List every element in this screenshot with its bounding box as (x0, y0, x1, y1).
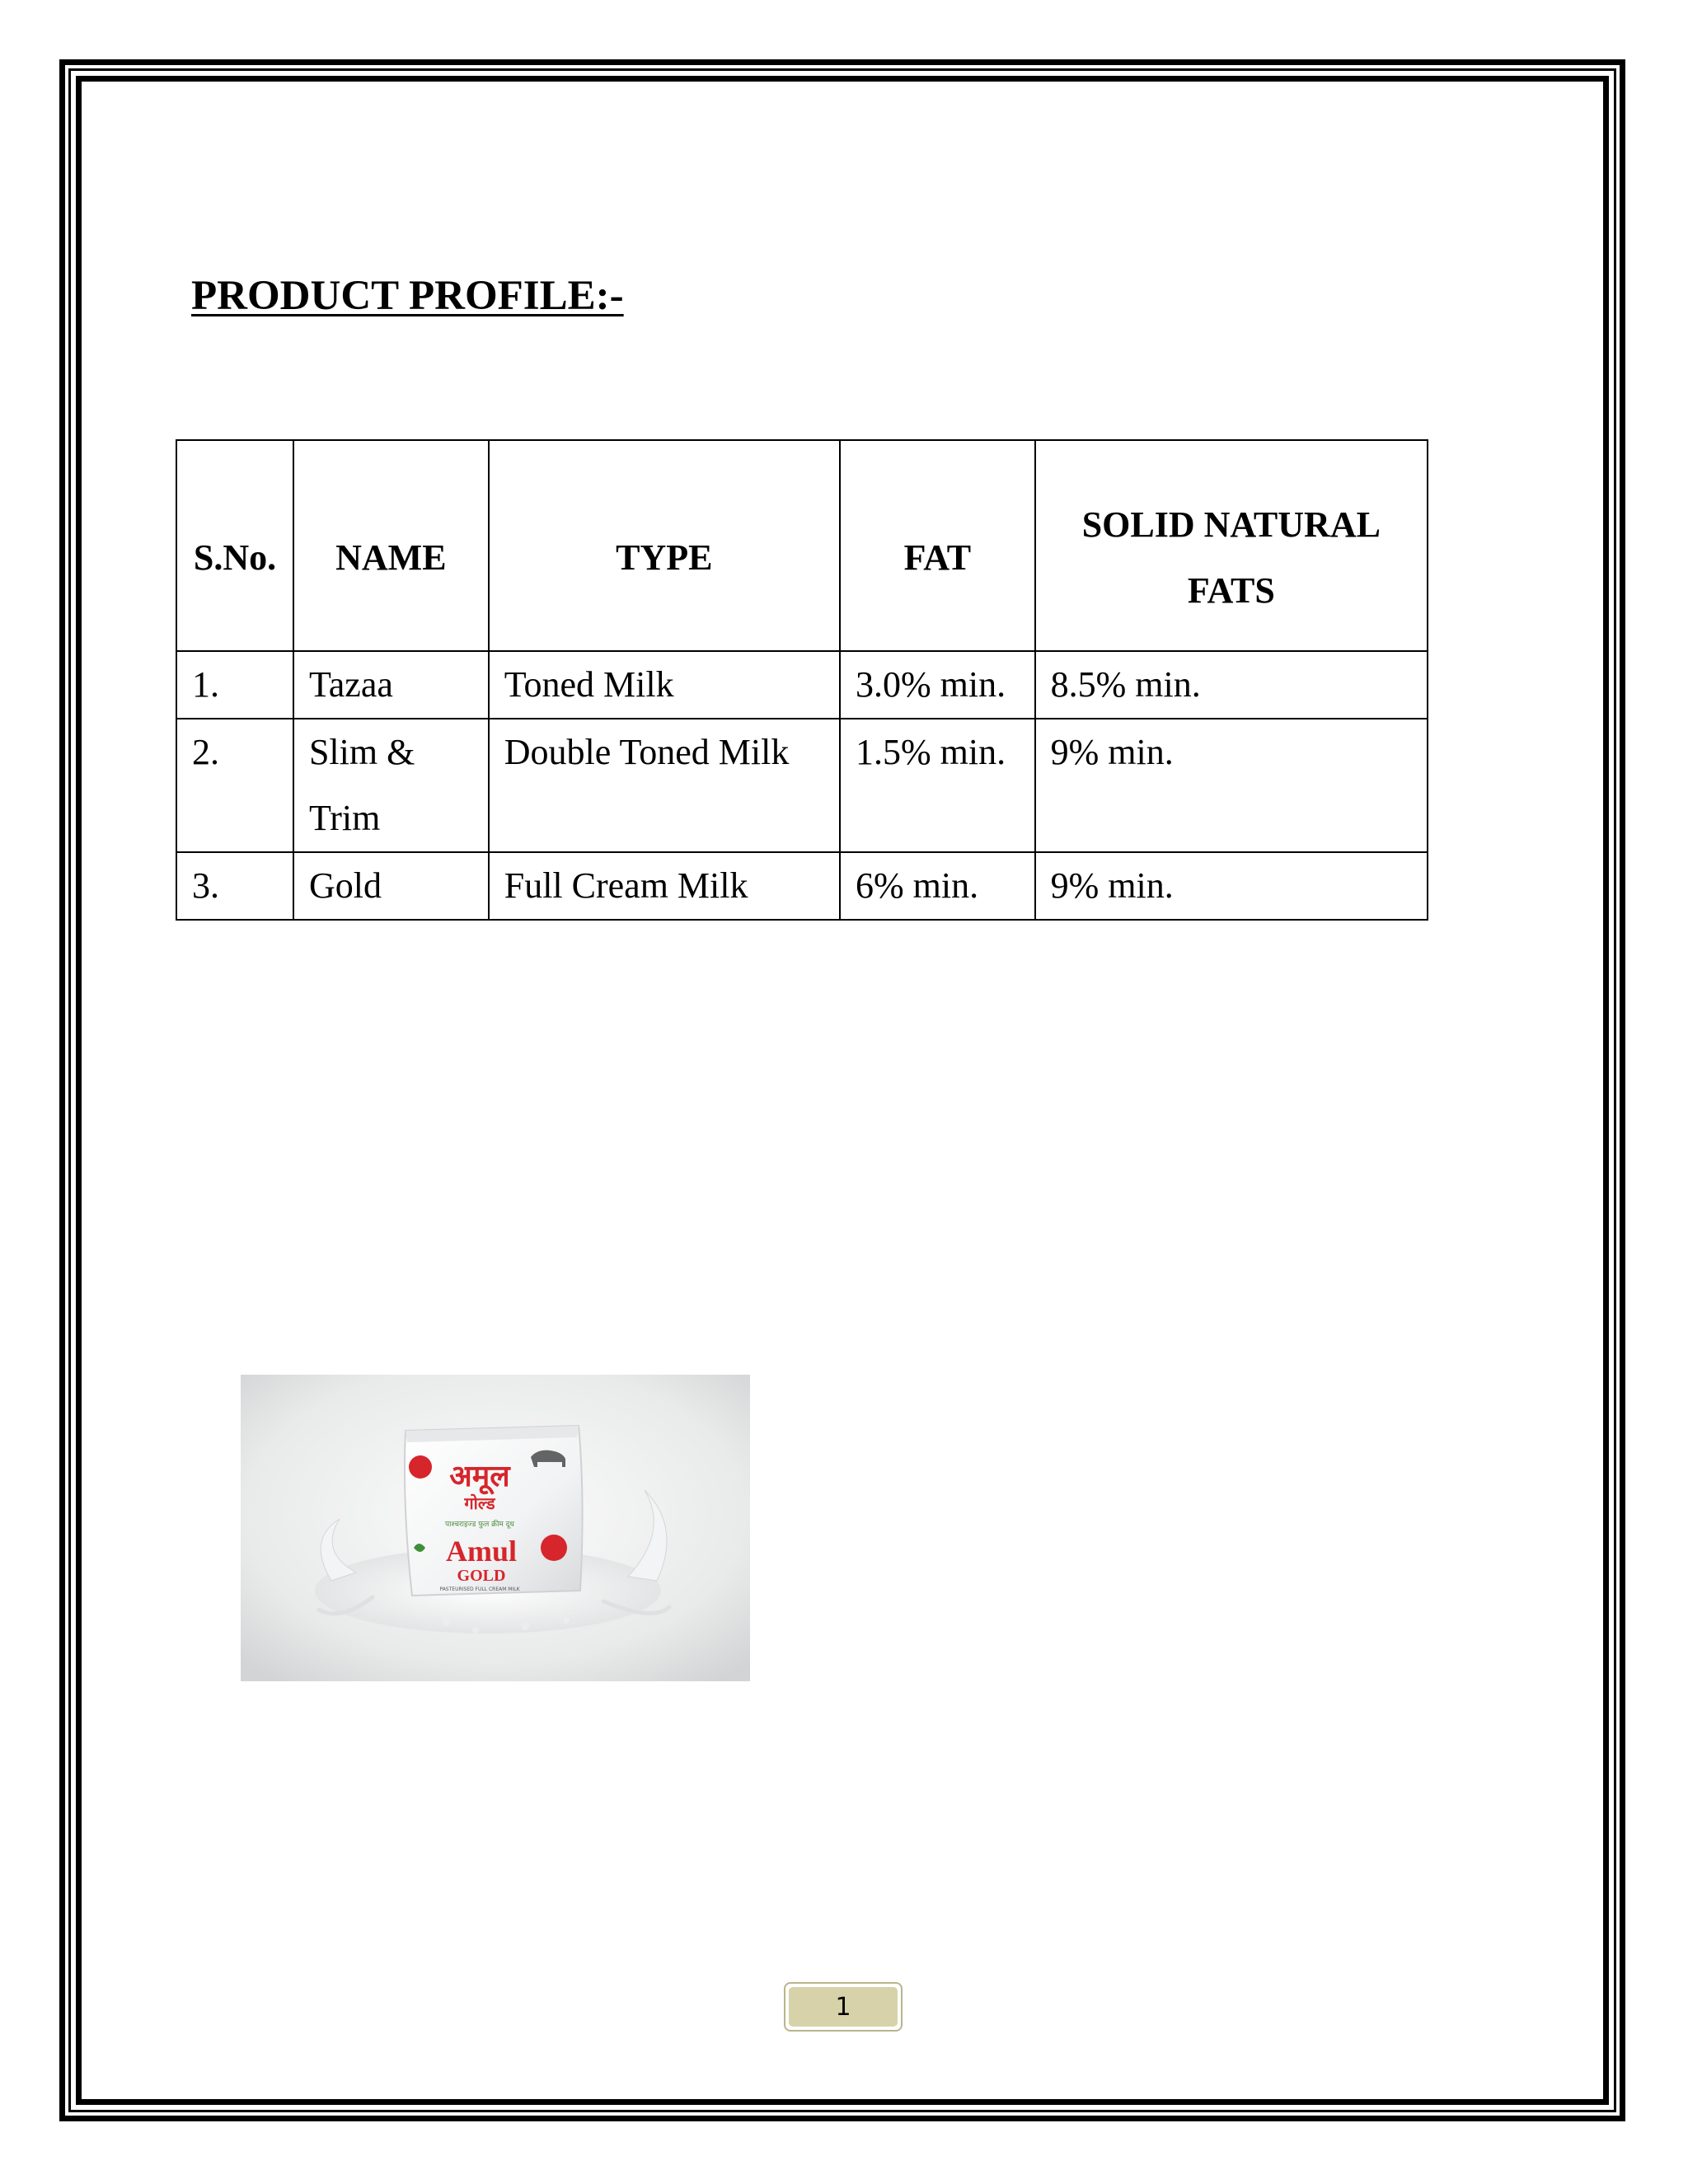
pack-subbrand: GOLD (457, 1567, 506, 1585)
header-sno: S.No. (176, 440, 293, 651)
header-type: TYPE (489, 440, 840, 651)
cell-sno: 2. (176, 719, 293, 852)
cell-fat: 3.0% min. (840, 651, 1035, 719)
cell-type: Full Cream Milk (489, 852, 840, 920)
pack-brand-hindi: अमूल (449, 1460, 510, 1493)
cell-snf: 8.5% min. (1035, 651, 1428, 719)
header-fat: FAT (840, 440, 1035, 651)
page-number-box (784, 1982, 903, 2032)
table-header-row (176, 440, 1428, 651)
pack-brand: Amul (445, 1535, 518, 1568)
page-border-inner (76, 76, 1609, 2105)
amul-gold-milk-pack-image (241, 1375, 750, 1681)
cell-type: Double Toned Milk (489, 719, 840, 852)
cell-sno: 1. (176, 651, 293, 719)
cell-type: Toned Milk (489, 651, 840, 719)
cell-name: Tazaa (293, 651, 489, 719)
pack-subbrand-hindi: गोल्ड (464, 1493, 495, 1513)
table-row (176, 651, 1428, 719)
table-row (176, 852, 1428, 920)
cell-snf: 9% min. (1035, 719, 1428, 852)
cell-fat: 1.5% min. (840, 719, 1035, 852)
page-number: 1 (789, 1987, 898, 2027)
header-name: NAME (293, 440, 489, 651)
cell-snf: 9% min. (1035, 852, 1428, 920)
pack-fineprint: PASTEURISED FULL CREAM MILK (439, 1586, 520, 1592)
cell-sno: 3. (176, 852, 293, 920)
header-solid-natural-fats: SOLID NATURAL FATS (1035, 440, 1428, 651)
page-heading: PRODUCT PROFILE:- (191, 273, 624, 319)
product-profile-table (176, 439, 1428, 921)
cell-name: Slim & Trim (293, 719, 489, 852)
pack-tagline-hindi: पाश्चराइज्ड फुल क्रीम दूध (445, 1521, 514, 1529)
cell-name: Gold (293, 852, 489, 920)
cell-fat: 6% min. (840, 852, 1035, 920)
table-row (176, 719, 1428, 852)
